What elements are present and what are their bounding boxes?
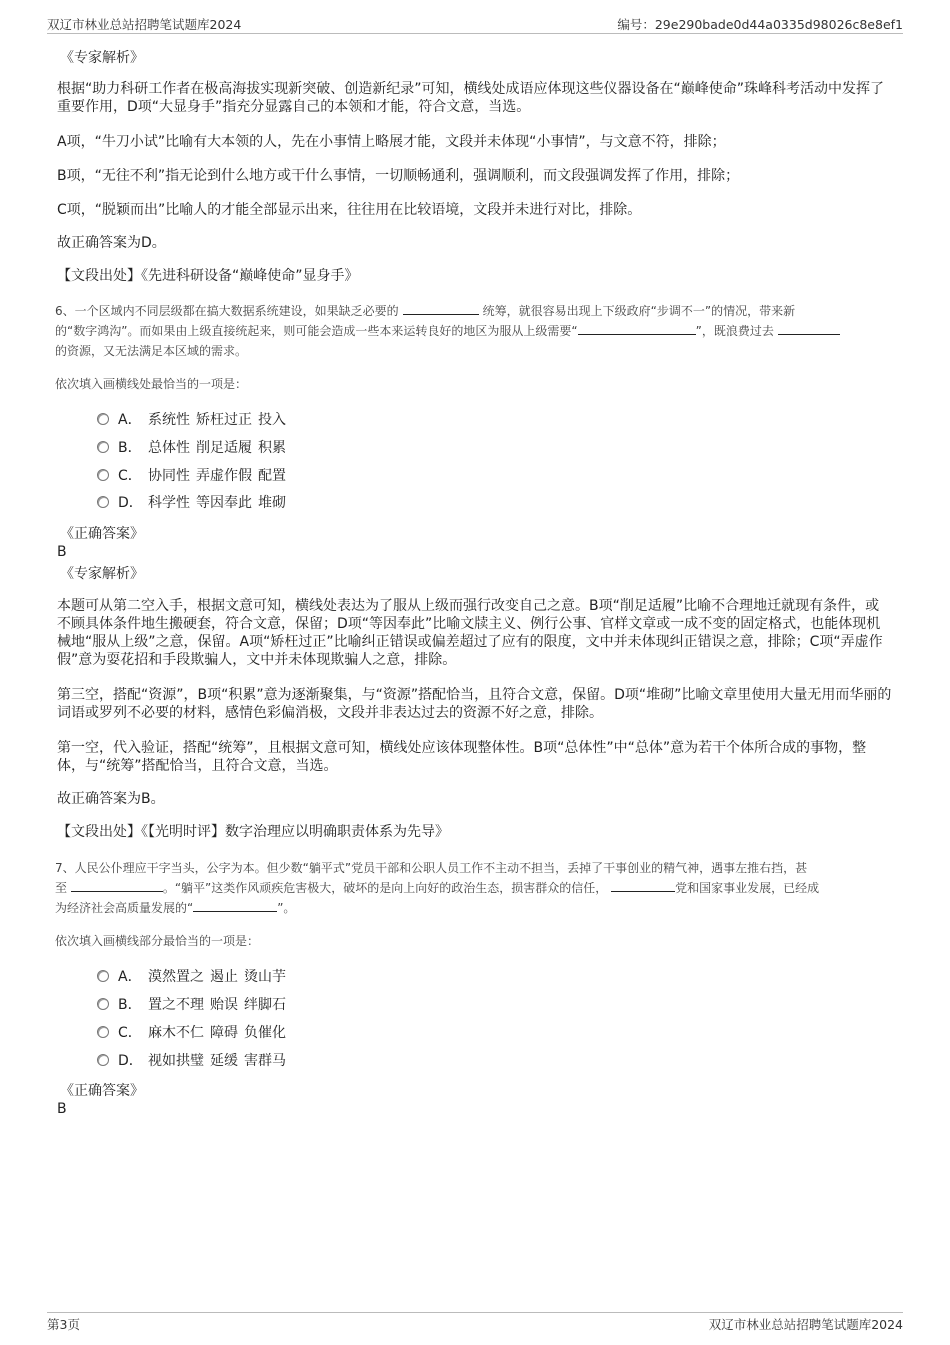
prev-analysis-p5: 故正确答案为D。 — [57, 235, 166, 251]
radio-icon[interactable] — [97, 970, 109, 982]
header-doc-id: 编号：29e290bade0d44a0335d98026c8e8ef1 — [617, 17, 903, 32]
footer-title: 双辽市林业总站招聘笔试题库2024 — [708, 1317, 903, 1332]
q6-analysis-p1: 本题可从第二空入手，根据文意可知，横线处表达为了服从上级而强行改变自己之意。B项“削足适履”比喻不合理地迁就现有条件，或不顾具体条件地生搬硬套，符合文意，保留；D项“等因奉此”比喻文牍主义、例行公事、官样文章或一成不变的固定格式，也能体现机械地“服从上级”之意，保留。A项“矫枉过正”比喻纠正错误或偏差超过了应有的限度，文中并未体现纠正错误之意，排除；C项“弄虚作假”意为耍花招和手段欺骗人，文中并未体现欺骗人之意，排除。 — [57, 598, 883, 668]
q6-stem: 6、一个区域内不同层级都在搞大数据系统建设，如果缺乏必要的 统筹，就很容易出现上下级政府“步调不一”的情况，带来新 的“数字鸿沟”。而如果由上级直接统起来，则可能会造成一些本来运转良好的地区为服从上级需要“ ”，既浪费过去 的资源，又无法满足本区域的需求。 — [55, 301, 890, 361]
q7-stem: 7、人民公仆理应干字当头，公字为本。但少数“躺平式”党员干部和公职人员工作不主动不担当，丢掉了干事创业的精气神，遇事左推右挡，甚 至 。“躺平”这类作风顽疾危害极大，破坏的是向上向好的政治生态，损害群众的信任， 党和国家事业发展，已经成 为经济社会高质量发展的“ ”。 — [55, 861, 820, 915]
page-header — [47, 13, 903, 34]
q6-analysis-p4: 故正确答案为B。 — [57, 791, 165, 807]
q6-blank-3 — [778, 321, 840, 335]
prev-analysis-p4: C项，“脱颖而出”比喻人的才能全部显示出来，往往用在比较语境，文段并未进行对比，排除。 — [57, 202, 642, 218]
radio-icon[interactable] — [97, 496, 109, 508]
radio-icon[interactable] — [97, 441, 109, 453]
q6-analysis-p2: 第三空，搭配“资源”，B项“积累”意为逐渐聚集，与“资源”搭配恰当，且符合文意，保留。D项“堆砌”比喻文章里使用大量无用而华丽的词语或罗列不必要的材料，感情色彩偏消极，文段并非表达过去的资源不好之意，排除。 — [57, 687, 892, 721]
radio-icon[interactable] — [97, 998, 109, 1010]
q7-answer-label: 《正确答案》 — [60, 1083, 144, 1099]
prev-source: 【文段出处】《先进科研设备“巅峰使命”显身手》 — [57, 268, 359, 284]
q7-answer-value: B — [57, 1101, 67, 1117]
radio-icon[interactable] — [97, 1026, 109, 1038]
q6-option-d[interactable]: D． 科学性 等因奉此 堆砌 — [97, 494, 286, 512]
q6-expert-label: 《专家解析》 — [60, 566, 144, 582]
prev-analysis-p2: A项，“牛刀小试”比喻有大本领的人，先在小事情上略展才能，文段并未体现“小事情”，与文意不符，排除； — [57, 134, 726, 150]
page-number: 第3页 — [47, 1317, 80, 1332]
radio-icon[interactable] — [97, 1054, 109, 1066]
q7-option-c[interactable]: C． 麻木不仁 障碍 负催化 — [97, 1024, 286, 1042]
q6-answer-value: B — [57, 544, 67, 560]
q6-blank-2 — [578, 321, 696, 335]
page-footer — [47, 1312, 903, 1333]
prev-analysis-p3: B项，“无往不利”指无论到什么地方或干什么事情，一切顺畅通利，强调顺利，而文段强调发挥了作用，排除； — [57, 168, 740, 184]
q6-option-a[interactable]: A． 系统性 矫枉过正 投入 — [97, 411, 286, 429]
q6-prompt: 依次填入画横线处最恰当的一项是： — [55, 377, 248, 391]
radio-icon[interactable] — [97, 413, 109, 425]
q6-option-b[interactable]: B． 总体性 削足适履 积累 — [97, 439, 286, 457]
q6-option-c[interactable]: C． 协同性 弄虚作假 配置 — [97, 467, 286, 485]
q6-answer-label: 《正确答案》 — [60, 526, 144, 542]
q7-option-b[interactable]: B． 置之不理 贻误 绊脚石 — [97, 996, 286, 1014]
q7-blank-3 — [193, 898, 277, 912]
radio-icon[interactable] — [97, 469, 109, 481]
q7-option-d[interactable]: D． 视如拱璧 延缓 害群马 — [97, 1052, 286, 1070]
q6-analysis-p3: 第一空，代入验证，搭配“统筹”，且根据文意可知，横线处应该体现整体性。B项“总体性”中“总体”意为若干个体所合成的事物，整体，与“统筹”搭配恰当，且符合文意，当选。 — [57, 740, 867, 774]
q6-source: 【文段出处】《【光明时评】数字治理应以明确职责体系为先导》 — [57, 824, 449, 840]
prev-analysis-p1: 根据“助力科研工作者在极高海拔实现新突破、创造新纪录”可知，横线处成语应体现这些仪器设备在“巅峰使命”珠峰科考活动中发挥了重要作用，D项“大显身手”指充分显露自己的本领和才能，符合文意，当选。 — [57, 81, 885, 115]
header-title: 双辽市林业总站招聘笔试题库2024 — [47, 17, 242, 32]
q7-blank-2 — [611, 878, 675, 892]
prev-expert-label: 《专家解析》 — [60, 50, 144, 66]
q7-prompt: 依次填入画横线部分最恰当的一项是： — [55, 934, 260, 948]
q6-blank-1 — [403, 301, 479, 315]
q7-option-a[interactable]: A． 漠然置之 遏止 烫山芋 — [97, 968, 286, 986]
q7-blank-1 — [71, 878, 163, 892]
